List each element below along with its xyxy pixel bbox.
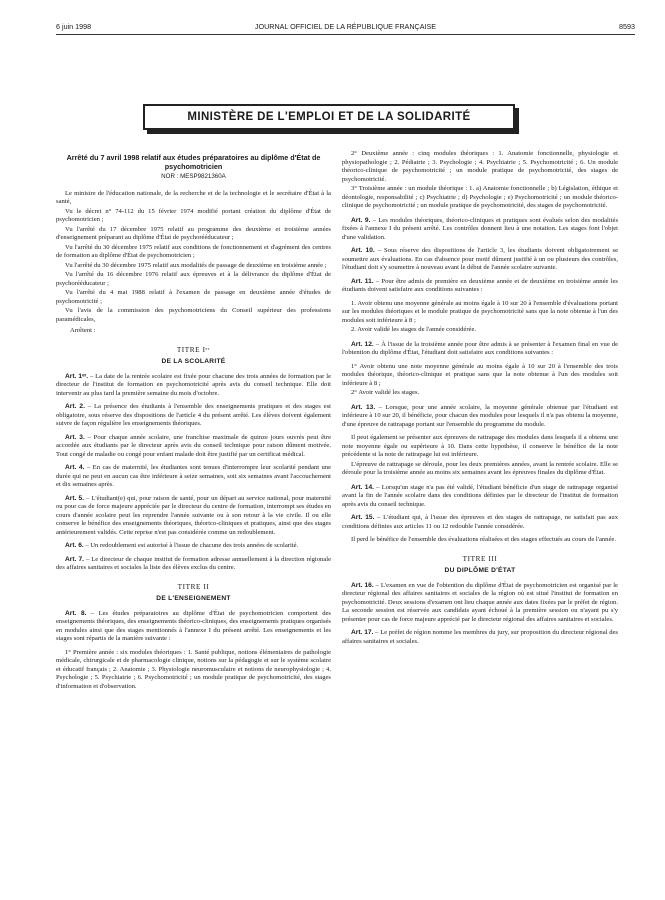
article-number: Art. 6. xyxy=(65,542,84,549)
art8-item-1: 1° Première année : six modules théoriques : 1. Santé publique, notions élémentaires de pathologie médicale, chirurgicale et de pharmacologie clinique, notions sur la pédagogie et sur le système scolaire et éducatif français ; 2. Anatomie ; 3. Physiologie neuromusculaire et notions de neurophysiologie ; 4. Psychologie ; 5. Psychiatrie ; 6. Psychomotricité ; un module pratique de psychomotricité, des stages d'information et d'observation. xyxy=(56,648,331,690)
ministry-title: MINISTÈRE DE L'EMPLOI ET DE LA SOLIDARITÉ xyxy=(187,111,471,123)
titre-1-heading: TITRE Iᵉʳ xyxy=(176,345,211,354)
article-text: – Le préfet de région nomme les membres du jury, sur proposition du directeur régional des affaires sanitaires et sociales. xyxy=(342,629,618,645)
article-1 xyxy=(56,373,331,399)
article-6 xyxy=(56,542,331,551)
preamble-para: Vu l'arrêté du 16 décembre 1976 relatif aux épreuves et à la délivrance du diplôme d'État de psychorééducateur ; xyxy=(56,271,331,287)
article-text: – Lorsque, pour une année scolaire, la moyenne générale obtenue par l'étudiant est inférieure à 10 sur 20, il bénéficie, pour chacun des modules pour lesquels il n'a pas obtenu la moyenne, d'une épreuve de rattrapage portant sur l'ensemble du programme du module. xyxy=(342,403,618,428)
decree-title: Arrêté du 7 avril 1998 relatif aux études préparatoires au diplôme d'État de psychomotricien xyxy=(66,153,321,171)
publication-date: 6 juin 1998 xyxy=(56,22,92,31)
article-9 xyxy=(342,217,618,243)
preamble-para: Le ministre de l'éducation nationale, de la recherche et de la technologie et le secrétaire d'État à la santé, xyxy=(56,189,331,205)
left-column xyxy=(56,153,331,888)
article-16 xyxy=(342,582,618,625)
article-text: – En cas de maternité, les étudiantes sont tenues d'interrompre leur scolarité pendant une durée qui ne peut en aucun cas être inférieure à seize semaines, soit six semaines avant l'accouchement et dix semaines après. xyxy=(56,464,331,488)
article-5 xyxy=(56,495,331,538)
art13-para-2: L'épreuve de rattrapage se déroule, pour les deux premières années, avant la rentrée scolaire. Elle se déroule pour la troisième année au moins six semaines avant les épreuves finales du diplôme d'État. xyxy=(342,460,618,476)
article-number: Art. 11. xyxy=(351,277,374,285)
article-number: Art. 2. xyxy=(65,403,85,410)
journal-title: JOURNAL OFFICIEL DE LA RÉPUBLIQUE FRANÇAISE xyxy=(254,22,437,31)
titre-1-name: DE LA SCOLARITÉ xyxy=(161,358,226,365)
header-rule xyxy=(56,34,635,35)
article-number: Art. 7. xyxy=(65,555,84,563)
article-4 xyxy=(56,464,331,490)
article-text: – L'examen en vue de l'obtention du diplôme d'État de psychomotricien est organisé par le directeur régional des affaires sanitaires et sociales de la région où est situé l'institut de formation en psychomotricité. Deux sessions d'examen ont lieu chaque année aux dates fixées par le préfet de région. La seconde session est réservée aux candidats ayant échoué à la première session ou n'ayant pu s'y présenter pour cas de force majeure apprécié par le directeur régional des affaires sanitaires et sociales. xyxy=(342,581,618,623)
article-number: Art. 8. xyxy=(65,609,87,617)
article-number: Art. 4. xyxy=(65,464,85,471)
article-number: Art. 9. xyxy=(351,216,371,224)
titre-3-name: DU DIPLÔME D'ÉTAT xyxy=(444,567,516,574)
article-12 xyxy=(342,341,618,358)
preamble-para: Vu l'arrêté du 30 décembre 1975 relatif aux conditions de fonctionnement et d'agrément des centres de formation au diplôme d'État de psychomotricien ; xyxy=(56,243,331,259)
article-number: Art. 16. xyxy=(351,581,374,589)
article-text: – Les études préparatoires au diplôme d'État de psychomotricien comportent des enseignements théoriques, des enseignements théorico-cliniques, des enseignements pratiques organisés en modules ainsi que des stages mentionnés à l'annexe I du présent arrêté. Les enseignements et les stages sont répartis de la manière suivante : xyxy=(56,609,331,642)
article-number: Art. 3. xyxy=(65,433,85,441)
article-text: – Pour être admis de première en deuxième année et de deuxième en troisième année les étudiants doivent satisfaire aux conditions suivantes : xyxy=(342,277,618,293)
article-number: Art. 1ᵉʳ. xyxy=(65,372,89,380)
article-text: – À l'issue de la troisième année pour être admis à se présenter à l'examen final en vue de l'obtention du diplôme d'État, l'étudiant doit satisfaire aux conditions suivantes : xyxy=(342,340,618,356)
titre-3-heading: TITRE III xyxy=(462,554,498,563)
article-text: – Lorsqu'un stage n'a pas été validé, l'étudiant bénéficie d'un stage de rattrapage organisé avant la fin de l'année scolaire dans des conditions définies par le directeur de l'institut de formation après avis du conseil technique. xyxy=(342,483,618,508)
article-text: – La présence des étudiants à l'ensemble des enseignements pratiques et des stages est obligatoire, sous réserve des dispositions de l'article 4 du présent arrêté. Les élèves doivent également suivre de façon régulière les enseignements théoriques. xyxy=(56,403,331,427)
preamble-para: Vu l'arrêté du 17 décembre 1975 relatif au programme des deuxième et troisième années d'enseignement préparant au diplôme d'État de psychorééducateur ; xyxy=(56,225,331,241)
article-text: – L'étudiant(e) qui, pour raison de santé, pour un départ au service national, pour maternité ou pour cas de force majeure appréciée par le directeur du centre de formation, interrompt ses études en cours d'année scolaire peut les reprendre l'année suivante ou à son retour à la vie civile. Il ou elle conserve le bénéfice des enseignements théoriques, théorico-cliniques et pratiques, ainsi que des stages antérieurement validés. Cette reprise n'est pas considérée comme un redoublement. xyxy=(56,494,331,536)
article-13 xyxy=(342,404,618,430)
art11-item-1: 1. Avoir obtenu une moyenne générale au moins égale à 10 sur 20 à l'ensemble d'évaluations portant sur les modules théoriques et le module pratique de psychomotricité sans que la note obtenue à l'un des modules soit inférieure à 8 ; xyxy=(342,299,618,324)
article-8 xyxy=(56,610,331,644)
article-7 xyxy=(56,556,331,573)
titre-2-heading: TITRE II xyxy=(177,582,210,591)
article-text: – Un redoublement est autorisé à l'issue de chacune des trois années de scolarité. xyxy=(83,542,299,549)
article-text: – Les modules théoriques, théorico-cliniques et pratiques sont évalués selon des modalités fixées à l'annexe I du présent arrêté. Les contrôles donnent lieu à une notation. Les stages font l'objet d'une validation. xyxy=(342,216,618,241)
article-number: Art. 12. xyxy=(351,340,374,348)
art12-item-2: 2° Avoir validé les stages. xyxy=(351,389,420,396)
preamble-para: Vu l'arrêté du 30 décembre 1975 relatif aux modalités de passage de deuxième en troisième année ; xyxy=(65,261,327,269)
article-text: – Le directeur de chaque institut de formation adresse annuellement à la direction régionale des affaires sanitaires et sociales la liste des élèves exclus du centre. xyxy=(56,555,331,571)
art13-para-1: Il peut également se présenter aux épreuves de rattrapage des modules dans lesquels il a obtenu une note moyenne égale ou supérieure à 10. Dans cette hypothèse, il conserve le bénéfice de la note précédente si la note de rattrapage lui est inférieure. xyxy=(342,434,618,458)
article-number: Art. 13. xyxy=(351,403,376,411)
nor-reference: NOR : MESP9821360A xyxy=(161,173,226,180)
art8-item-3: 3° Troisième année : un module théorique : 1. a) Anatomie fonctionnelle ; b) Législation, éthique et déontologie, responsabilité ; c) Psychiatrie ; d) Psychologie ; e) Psychomotricité ; un module théorico-clinique de psychomotricité ; un module pratique de psychomotricité, des stages de psychomotricité. xyxy=(342,185,618,209)
article-text: – Pour chaque année scolaire, une franchise maximale de quinze jours ouvrés peut être accordée aux étudiants par le directeur après avis du conseil technique pour raison dûment motivée. Tout congé de maladie ou congé pour enfant malade doit être justifié par un certificat médical. xyxy=(56,433,331,458)
article-3 xyxy=(56,434,331,460)
page-number: 8593 xyxy=(619,22,635,31)
article-number: Art. 17. xyxy=(351,629,374,636)
article-14 xyxy=(342,484,618,510)
preamble-para: Vu l'avis de la commission des psychomotriciens du Conseil supérieur des professions paramédicales, xyxy=(56,307,331,323)
right-column xyxy=(342,150,618,888)
article-15 xyxy=(342,514,618,531)
article-11 xyxy=(342,278,618,295)
art12-item-1: 1° Avoir obtenu une note moyenne générale au moins égale à 10 sur 20 à l'ensemble des trois modules théorique, théorico-clinique et pratique sans que la note obtenue à l'un des modules soit inférieure à 8 ; xyxy=(342,362,618,387)
article-2 xyxy=(56,403,331,429)
art15-para: Il perd le bénéfice de l'ensemble des évaluations réalisées et des stages effectués au cours de l'année. xyxy=(351,536,616,543)
article-text: – L'étudiant qui, à l'issue des épreuves et des stages de rattrapage, ne satisfait pas aux conditions définies aux articles 11 ou 12 redouble l'année considérée. xyxy=(342,514,618,530)
article-number: Art. 5. xyxy=(65,494,85,502)
art8-item-2: 2° Deuxième année : cinq modules théoriques : 1. Anatomie fonctionnelle, physiologie et physiopathologie ; 2. Pédiatrie ; 3. Psychologie ; 4. Psychiatrie ; 5. Psychomotricité ; 6. Un module théorico-clinique de psychomotricité ; un module pratique de psychomotricité, des stages de psychomotricité. xyxy=(342,150,618,183)
arretent: Arrêtent : xyxy=(70,327,96,334)
art11-item-2: 2. Avoir validé les stages de l'année considérée. xyxy=(351,326,477,333)
article-text: – Sous réserve des dispositions de l'article 3, les étudiants doivent obligatoirement se soumettre aux évaluations. En cas d'absence pour motif dûment justifié à un ou plusieurs des contrôles, l'étudiant doit s'y soumettre à nouveau avant le début de l'année scolaire suivante. xyxy=(342,247,618,271)
titre-2-name: DE L'ENSEIGNEMENT xyxy=(156,595,231,602)
article-number: Art. 14. xyxy=(351,483,374,491)
page-header xyxy=(56,22,635,34)
preamble-para: Vu l'arrêté du 4 mai 1988 relatif à l'examen de passage en deuxième année d'études de psychomotricité ; xyxy=(56,289,331,305)
article-number: Art. 10. xyxy=(351,247,375,254)
article-10 xyxy=(342,247,618,273)
preamble-para: Vu le décret n° 74-112 du 15 février 1974 modifié portant création du diplôme d'État de psychomotricien ; xyxy=(56,207,331,223)
article-number: Art. 15. xyxy=(351,514,375,521)
ministry-heading xyxy=(143,104,515,130)
article-17 xyxy=(342,629,618,646)
article-text: – La date de la rentrée scolaire est fixée pour chacune des trois années de formation par le directeur de l'institut de formation en psychomotricité après avis du conseil technique. Elle doit intervenir au plus tard la première semaine du mois d'octobre. xyxy=(56,372,331,397)
